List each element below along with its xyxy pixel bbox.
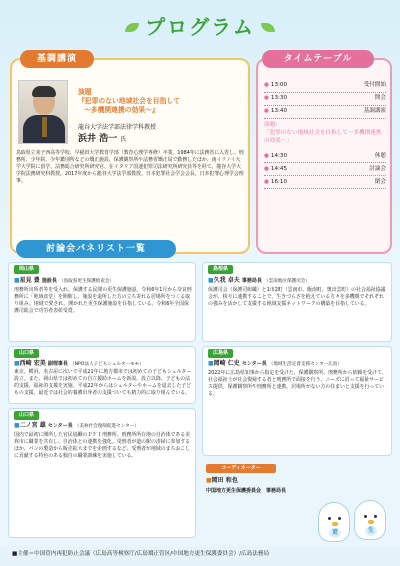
title-row	[0, 12, 400, 42]
prefecture-badge: 島根県	[208, 265, 233, 274]
timetable-row: ● 14:45 討論会	[264, 163, 386, 176]
keynote-lecture	[78, 88, 246, 116]
panelist-desc: 東京、横浜、名古屋に次いで平成21年に地方都市では初めての子どもシェルター設立。また、岡山県では初めての自立援助ホームを新設。設立以降、子どもの法的支援、福祉的支援を実施。平成22年からはシェルターやホームを退去した子どもの支援、最近では社会的養護出身者の支援ついても精力的に取り組んでいる。	[14, 369, 192, 397]
prefecture-badge: 山口県	[14, 349, 39, 358]
speaker-name-text: 浜井 浩一	[78, 134, 118, 144]
timetable-topic	[264, 122, 386, 145]
topic-label: 演題：	[264, 122, 281, 128]
panelist-name: ■岡崎 仁史 センター長 （地域生活定着支援センター広島）	[208, 360, 343, 367]
timetable-list	[264, 80, 386, 189]
timetable-row: ● 13:00 受付開始	[264, 80, 386, 93]
panelist-name: ■西崎 宏美 副理事長 （NPO法人子どもシェルターモモ）	[14, 360, 144, 367]
panelist-desc: 保護司会（保護司組織）と1市2町（雲南市、飯南町、奥出雲町）の社会福祉協議会が、相互に連携することで、生きづらさを抱えている方々を多機関でそれぞれの強みを活かして支援する地域支援ネットワークの構築を目指している。	[208, 287, 386, 308]
panelist-name: ■久我 卓夫 事務局長 （雲南地区保護司会）	[208, 277, 310, 284]
prefecture-badge: 広島県	[208, 349, 233, 358]
keynote-tab: 基調講演	[20, 50, 94, 68]
lecture-subtitle: ～多機関連携の効果～』	[84, 106, 159, 115]
lecture-title: 『犯罪のない地域社会を目指して	[78, 97, 180, 106]
timetable-row: ● 13:40 基調講演	[264, 106, 386, 119]
panelist-desc: 2022年に広島県知事から指定を受けた、保護観察所、刑務所から依頼を受けて、社会福祉士が社会復帰する者と刑務所で面接を行う、ニーズに沿って福祉サービス提供。保護観察所や刑務所と連携。居場所がない方の住まいと支援を行っている。	[208, 370, 387, 398]
footer-organizers: ■主催＝中国管内再犯防止会議（広島高等検察庁/広島矯正管区/中国地方更生保護委員会）/広島法務局	[0, 546, 400, 566]
coordinator-affiliation: 中国地方更生保護委員会 事務局長	[206, 488, 287, 494]
prefecture-badge: 岡山県	[14, 265, 39, 274]
prefecture-badge: 山口県	[14, 411, 39, 420]
leaf-icon	[125, 23, 139, 32]
leaf-icon	[261, 23, 275, 32]
timetable-row: ● 14:30 休憩	[264, 150, 386, 163]
timetable-tab: タイムテーブル	[262, 50, 374, 68]
speaker-honorific: 氏	[120, 136, 127, 143]
coordinator-name: ■岡田 和也	[206, 477, 238, 484]
topic-text: 「犯罪のない地域社会を目指して～多機関連携の効果～」	[264, 129, 382, 144]
panelist-desc: 刑務所出所者等を受入れ、保護する民間の更生保護施設。令和6年1月から奈良刑務所に「地域食堂」を開催し、施設を退所した方の立ち寄れる居場所をつくる取り組み。地域で愛され、開かれた更生保護施設を目指している。令和6年全国保護司総会で功労者表彰受賞。	[14, 287, 192, 315]
speaker-name	[78, 133, 126, 145]
mascot-illustration: 更 生	[314, 498, 394, 544]
panelist-desc: 国内で最初に開所した官民協働のＰＦＩ刑務所。刑務所所在地の自治体である美祢市に職業を共有し、自治体との連携を強化。受刑者が道の駅の清掃に参加するほか、パンの製造から販売拡大までを企画するなど、受刑者が地域のまちおこしに貢献する特色のある独自の職業訓練を実施している。	[14, 432, 191, 460]
timetable-row: ● 13:30 開会	[264, 93, 386, 106]
coordinator-tag: コーディネーター	[206, 464, 276, 473]
speaker-affiliation: 龍谷大学法学部法律学科教授	[78, 124, 157, 131]
speaker-photo	[18, 80, 68, 144]
lecture-label: 演題	[78, 88, 92, 96]
timetable-row: ● 16:10 閉会	[264, 176, 386, 189]
speaker-bio: 鳥取県立米子西高等学校、早稲田大学教育学部（教育心理学専修）卒業。1984年に法務省に入省し、刑務所、少年院、少年鑑別所などの矯正施設、保護観察所や法務省矯正局で勤務したほか、南イリノイ大学大学院に留学、法務総合研究所研究官、在イタリア国連犯罪司法研究所研究員等を経て、龍谷大学大学院法務研究科教授。2017年度から龍谷大学法学部教授。日本犯罪社会学会会長、日本犯罪心理学会理事。	[16, 150, 244, 185]
panelist-name: ■二ノ宮 雄 センター長 （美祢社会復帰促進センター）	[14, 422, 139, 429]
panelist-name: ■星見 豊 施設長 （鳥取県更生保護給産会）	[14, 277, 115, 284]
panelist-heading: 討論会パネリスト一覧	[16, 240, 176, 258]
page-title: プログラム	[145, 14, 255, 39]
